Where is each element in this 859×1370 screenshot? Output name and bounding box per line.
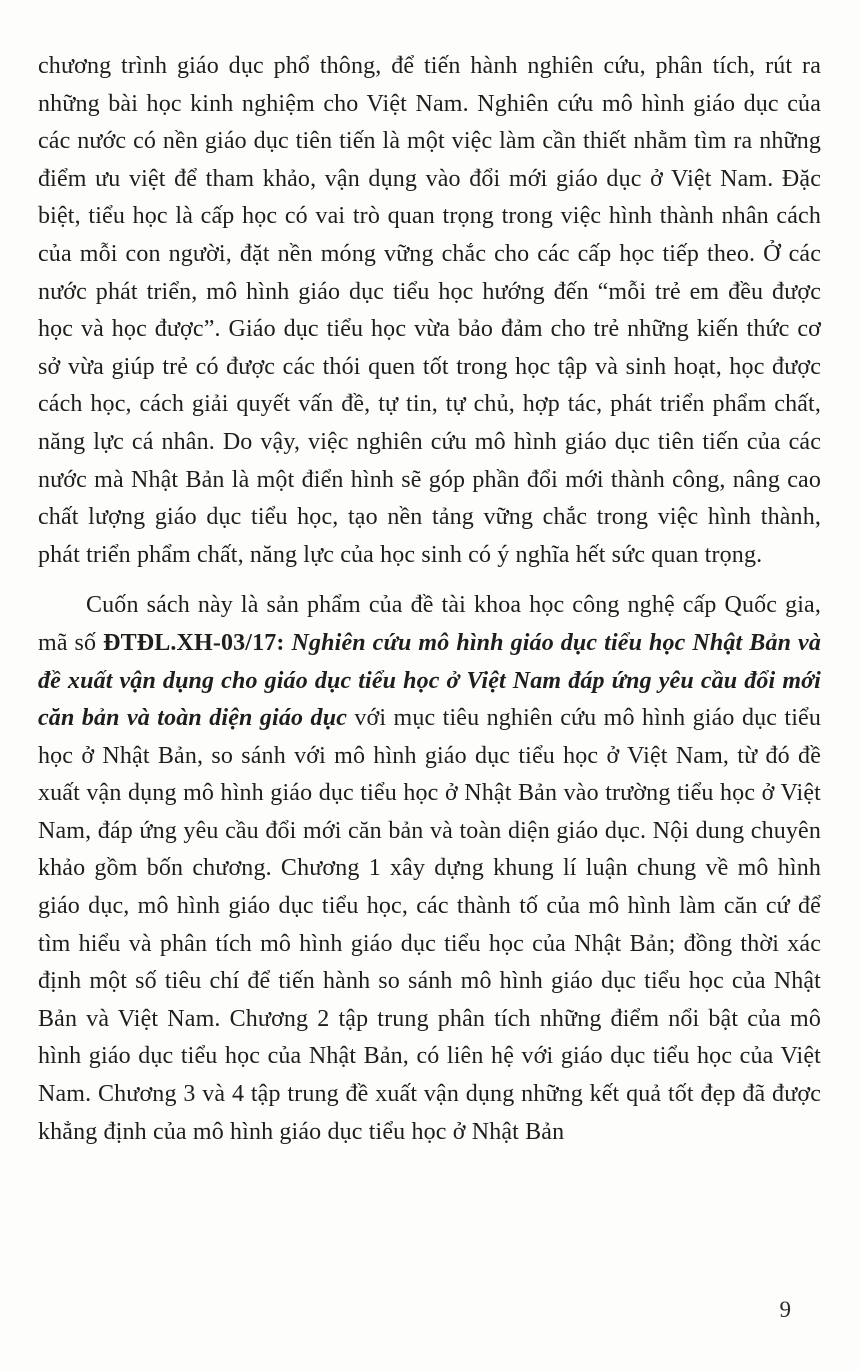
paragraph-2-rest: với mục tiêu nghiên cứu mô hình giáo dục tiểu học ở Nhật Bản, so sánh với mô hình giáo dục tiểu học ở Việt Nam, từ đó đề xuất vận dụng mô hình giáo dục tiểu học ở Nhật Bản vào trường tiểu học ở Việt Nam, đáp ứng yêu cầu đổi mới căn bản và toàn diện giáo dục. Nội dung chuyên khảo gồm bốn chương. Chương 1 xây dựng khung lí luận chung về mô hình giáo dục, mô hình giáo dục tiểu học, các thành tố của mô hình làm căn cứ để tìm hiểu và phân tích mô hình giáo dục tiểu học của Nhật Bản; đồng thời xác định một số tiêu chí để tiến hành so sánh mô hình giáo dục tiểu học của Nhật Bản và Việt Nam. Chương 2 tập trung phân tích những điểm nổi bật của mô hình giáo dục tiểu học của Nhật Bản, có liên hệ với giáo dục tiểu học của Việt Nam. Chương 3 và 4 tập trung đề xuất vận dụng những kết quả tốt đẹp đã được khẳng định của mô hình giáo dục tiểu học ở Nhật Bản	[38, 705, 821, 1145]
paragraph-2-intro: Cuốn sách này là sản phẩm của đề tài khoa học công nghệ cấp Quốc gia, mã số	[38, 592, 821, 656]
paragraph-1: chương trình giáo dục phổ thông, để tiến hành nghiên cứu, phân tích, rút ra những bài học kinh nghiệm cho Việt Nam. Nghiên cứu mô hình giáo dục của các nước có nền giáo dục tiên tiến là một việc làm cần thiết nhằm tìm ra những điểm ưu việt để tham khảo, vận dụng vào đổi mới giáo dục ở Việt Nam. Đặc biệt, tiểu học là cấp học có vai trò quan trọng trong việc hình thành nhân cách của mỗi con người, đặt nền móng vững chắc cho các cấp học tiếp theo. Ở các nước phát triển, mô hình giáo dục tiểu học hướng đến “mỗi trẻ em đều được học và học được”. Giáo dục tiểu học vừa bảo đảm cho trẻ những kiến thức cơ sở vừa giúp trẻ có được các thói quen tốt trong học tập và sinh hoạt, học được cách học, cách giải quyết vấn đề, tự tin, tự chủ, hợp tác, phát triển phẩm chất, năng lực cá nhân. Do vậy, việc nghiên cứu mô hình giáo dục tiên tiến của các nước mà Nhật Bản là một điển hình sẽ góp phần đổi mới thành công, nâng cao chất lượng giáo dục tiểu học, tạo nền tảng vững chắc trong việc hình thành, phát triển phẩm chất, năng lực của học sinh có ý nghĩa hết sức quan trọng.	[38, 53, 821, 568]
page-number: 9	[779, 1297, 791, 1322]
project-title: Nghiên cứu mô hình giáo dục tiểu học Nhật Bản và đề xuất vận dụng cho giáo dục tiểu học ở Việt Nam đáp ứng yêu cầu đổi mới căn bản và toàn diện giáo dục	[38, 629, 821, 732]
paragraph-2	[38, 587, 821, 1151]
body-text	[38, 48, 821, 1151]
project-code: ĐTĐL.XH-03/17:	[103, 629, 285, 656]
